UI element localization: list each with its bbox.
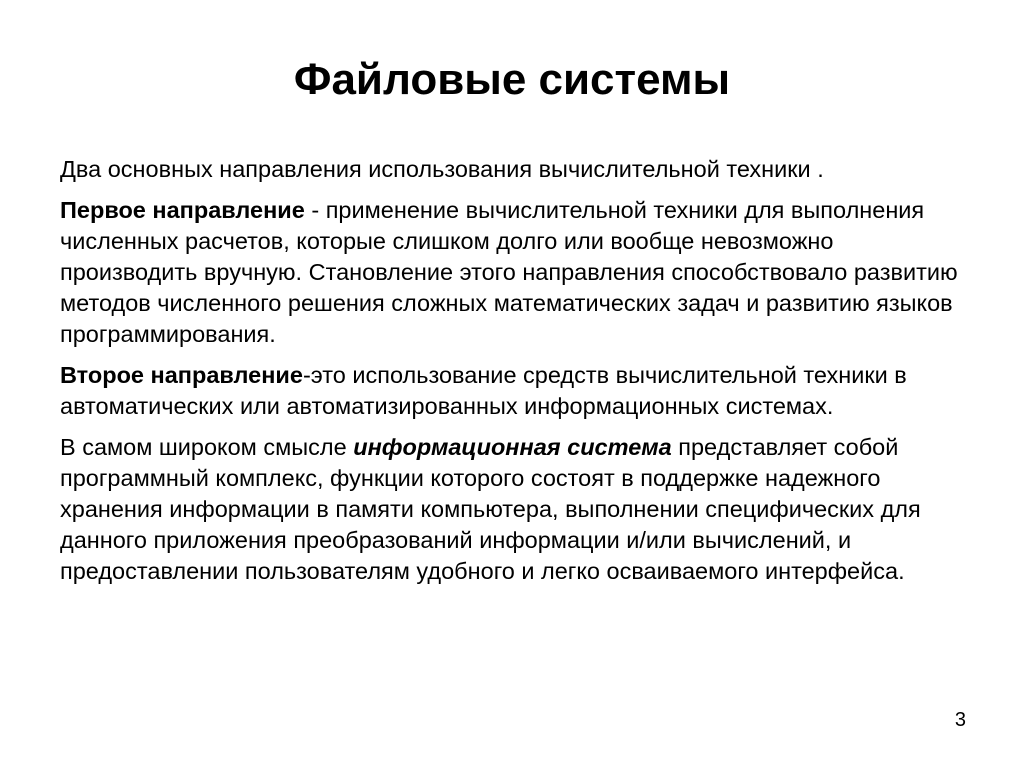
paragraph-intro bbox=[60, 154, 960, 185]
paragraph-first-direction-text: - применение вычислительной техники для выполнения численных расчетов, которые слишком долго или вообще невозможно производить вручную. Становление этого направления способствовало развитию методов численного решения сложных математических задач и развитию языков программирования. bbox=[60, 197, 958, 347]
paragraph-information-system-lead: В самом широком смысле bbox=[60, 434, 354, 460]
paragraph-second-direction-text: -это использование средств вычислительной техники в автоматических или автоматизированных информационных системах. bbox=[60, 362, 907, 419]
paragraph-second-direction bbox=[60, 360, 960, 422]
slide-title: Файловые системы bbox=[293, 55, 731, 104]
paragraph-information-system bbox=[60, 432, 960, 587]
paragraph-information-system-text: представляет собой программный комплекс, функции которого состоят в поддержке надежного хранения информации в памяти компьютера, выполнении специфических для данного приложения преобразований информации и/или вычислений, и предоставлении пользователям удобного и легко осваиваемого интерфейса. bbox=[60, 434, 921, 584]
page-number: 3 bbox=[954, 709, 966, 731]
term-second-direction: Второе направление bbox=[60, 362, 303, 388]
paragraph-intro-text: Два основных направления использования вычислительной техники . bbox=[60, 156, 824, 182]
term-first-direction: Первое направление bbox=[60, 197, 305, 223]
paragraph-first-direction bbox=[60, 195, 960, 350]
term-information-system: информационная система bbox=[353, 434, 672, 460]
slide-body bbox=[60, 154, 960, 597]
